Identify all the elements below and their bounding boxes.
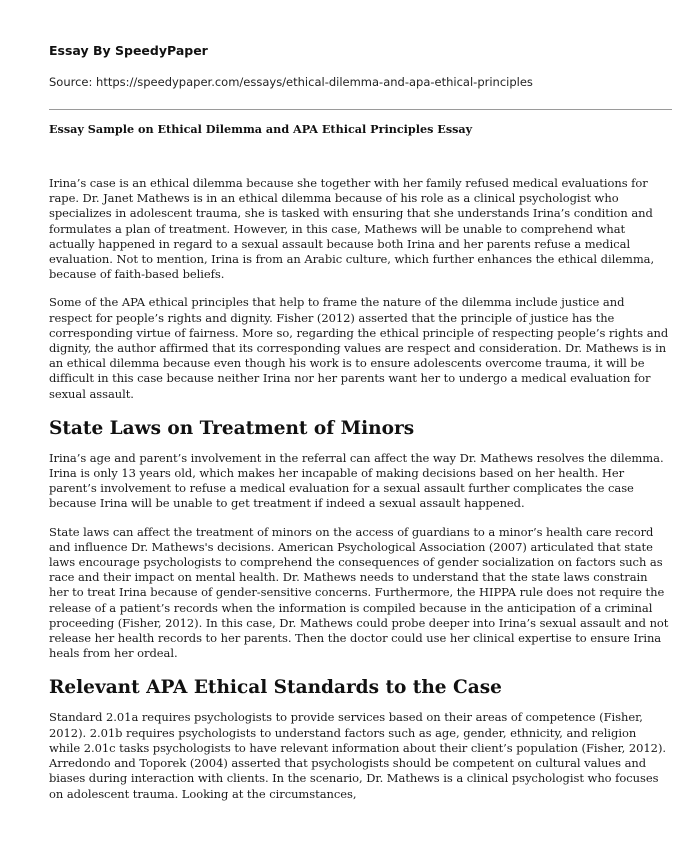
paragraph: Some of the APA ethical principles that help to frame the nature of the dilemma include justice and respect for people’s rights and dignity. Fisher (2012) asserted that the principle of justice has the corresponding virtue of fairness. More so, regarding the ethical principle of respecting people’s rights and dignity, the author affirmed that its corresponding values are respect and consideration. Dr. Mathews is in an ethical dilemma because even though his work is to ensure adolescents overcome trauma, it will be difficult in this case because neither Irina nor her parents want her to undergo a medical evaluation for sexual assault. (49, 295, 669, 401)
brand-title: Essay By SpeedyPaper (49, 43, 208, 58)
header-divider (49, 109, 672, 110)
essay-title: Essay Sample on Ethical Dilemma and APA Ethical Principles Essay (49, 122, 473, 136)
paragraph: Standard 2.01a requires psychologists to provide services based on their areas of competence (Fisher, 2012). 2.01b requires psychologists to understand factors such as age, gender, ethnicity, and religion while 2.01c tasks psychologists to have relevant information about their client’s population (Fisher, 2012). Arredondo and Toporek (2004) asserted that psychologists should be competent on cultural values and biases during interaction with clients. In the scenario, Dr. Mathews is a clinical psychologist who focuses on adolescent trauma. Looking at the circumstances, (49, 710, 666, 801)
section-heading: State Laws on Treatment of Minors (49, 417, 415, 439)
paragraph: Irina’s age and parent’s involvement in the referral can affect the way Dr. Mathews resolves the dilemma. Irina is only 13 years old, which makes her incapable of making decisions based on her health. Her parent’s involvement to refuse a medical evaluation for a sexual assault further complicates the case because Irina will be unable to get treatment if indeed a sexual assault happened. (49, 450, 664, 511)
section-heading: Relevant APA Ethical Standards to the Case (49, 677, 502, 699)
paragraph: Irina’s case is an ethical dilemma because she together with her family refused medical evaluations for rape. Dr. Janet Mathews is in an ethical dilemma because of his role as a clinical psychologist who specializes in adolescent trauma, she is tasked with ensuring that she understands Irina’s condition and formulates a plan of treatment. However, in this case, Mathews will be unable to comprehend what actually happened in regard to a sexual assault because both Irina and her parents refuse a medical evaluation. Not to mention, Irina is from an Arabic culture, which further enhances the ethical dilemma, because of faith-based beliefs. (49, 176, 655, 282)
paragraph: State laws can affect the treatment of minors on the access of guardians to a minor’s health care record and influence Dr. Mathews's decisions. American Psychological Association (2007) articulated that state laws encourage psychologists to comprehend the consequences of gender socialization on factors such as race and their impact on mental health. Dr. Mathews needs to understand that the state laws constrain her to treat Irina because of gender-sensitive concerns. Furthermore, the HIPPA rule does not require the release of a patient’s records when the information is compiled because in the anticipation of a criminal proceeding (Fisher, 2012). In this case, Dr. Mathews could probe deeper into Irina’s sexual assault and not release her health records to her parents. Then the doctor could use her clinical expertise to ensure Irina heals from her ordeal. (49, 524, 669, 661)
source-line: Source: https://speedypaper.com/essays/ethical-dilemma-and-apa-ethical-principles (49, 75, 533, 89)
